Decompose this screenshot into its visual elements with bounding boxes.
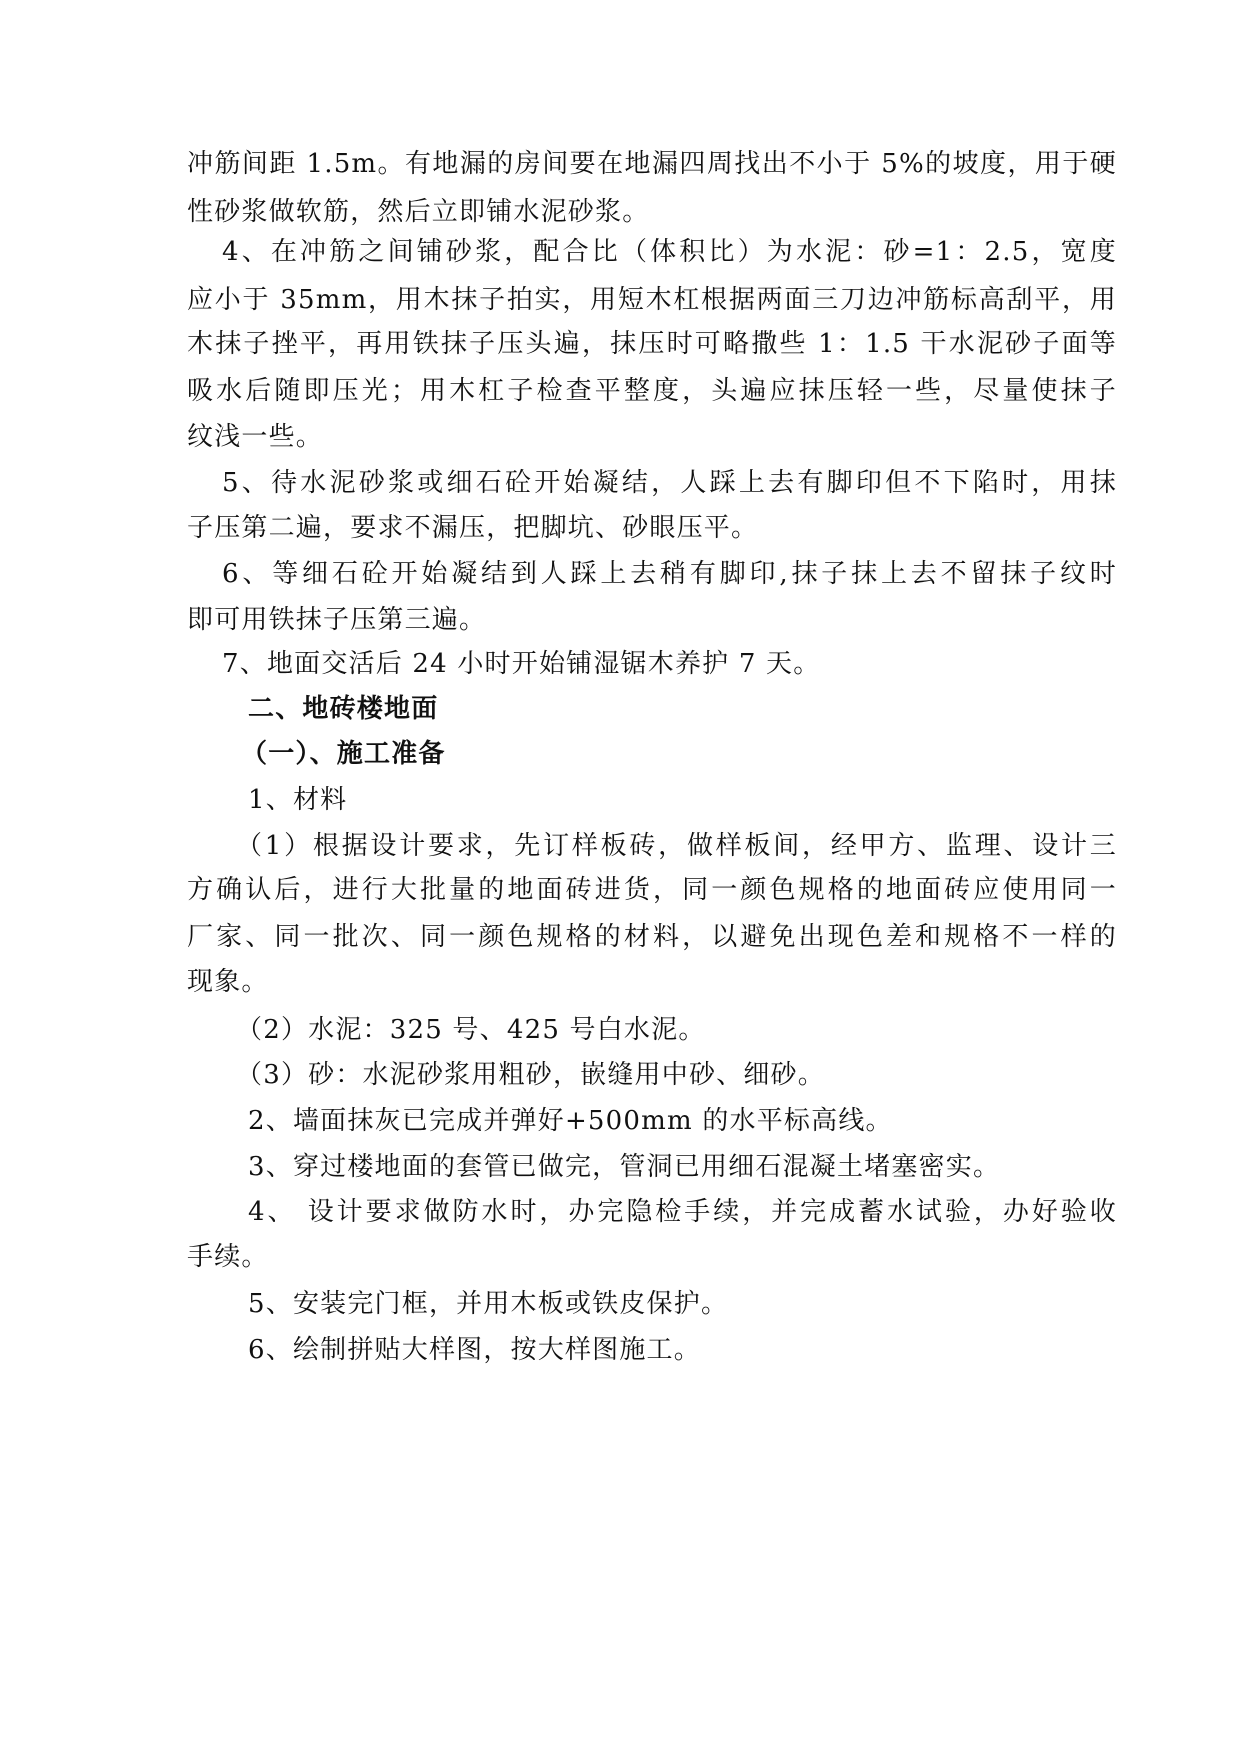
paragraph-line: 吸水后随即压光；用木杠子检查平整度，头遍应抹压轻一些，尽量使抹子 [187,376,1117,406]
step-5-line: 5、待水泥砂浆或细石砼开始凝结，人踩上去有脚印但不下陷时，用抹 [222,468,1117,498]
section-heading: 二、地砖楼地面 [248,694,439,724]
condition-4-line: 4、 设计要求做防水时，办完隐检手续，并完成蓄水试验，办好验收 [248,1197,1117,1227]
condition-5-line: 5、安装完门框，并用木板或铁皮保护。 [248,1289,729,1319]
paragraph-line: 方确认后，进行大批量的地面砖进货，同一颜色规格的地面砖应使用同一 [187,875,1117,905]
paragraph-line: 厂家、同一批次、同一颜色规格的材料，以避免出现色差和规格不一样的 [187,922,1117,952]
material-3-line: （3）砂：水泥砂浆用粗砂，嵌缝用中砂、细砂。 [236,1060,825,1090]
item-heading: 1、材料 [248,785,348,815]
step-4-line: 4、在冲筋之间铺砂浆，配合比（体积比）为水泥：砂=1：2.5，宽度 [222,237,1117,267]
material-1-line: （1）根据设计要求，先订样板砖，做样板间，经甲方、监理、设计三 [236,831,1117,861]
step-7-line: 7、地面交活后 24 小时开始铺湿锯木养护 7 天。 [222,649,821,679]
paragraph-line: 手续。 [187,1242,269,1272]
paragraph-line: 应小于 35mm，用木抹子拍实，用短木杠根据两面三刀边冲筋标高刮平，用 [187,285,1117,315]
condition-6-line: 6、绘制拼贴大样图，按大样图施工。 [248,1335,701,1365]
subsection-heading: （一）、施工准备 [241,739,446,769]
step-6-line: 6、等细石砼开始凝结到人踩上去稍有脚印,抹子抹上去不留抹子纹时 [222,559,1117,589]
paragraph-line: 即可用铁抹子压第三遍。 [187,605,487,635]
paragraph-line: 子压第二遍，要求不漏压，把脚坑、砂眼压平。 [187,513,759,543]
condition-2-line: 2、墙面抹灰已完成并弹好+500mm 的水平标高线。 [248,1106,893,1136]
paragraph-line: 性砂浆做软筋，然后立即铺水泥砂浆。 [187,197,650,227]
paragraph-line: 纹浅一些。 [187,422,324,452]
material-2-line: （2）水泥：325 号、425 号白水泥。 [236,1015,706,1045]
paragraph-line: 冲筋间距 1.5m。有地漏的房间要在地漏四周找出不小于 5%的坡度，用于硬 [187,149,1117,179]
paragraph-line: 现象。 [187,967,269,997]
condition-3-line: 3、穿过楼地面的套管已做完，管洞已用细石混凝土堵塞密实。 [248,1152,1001,1182]
paragraph-line: 木抹子挫平，再用铁抹子压头遍，抹压时可略撒些 1：1.5 干水泥砂子面等 [187,329,1117,359]
